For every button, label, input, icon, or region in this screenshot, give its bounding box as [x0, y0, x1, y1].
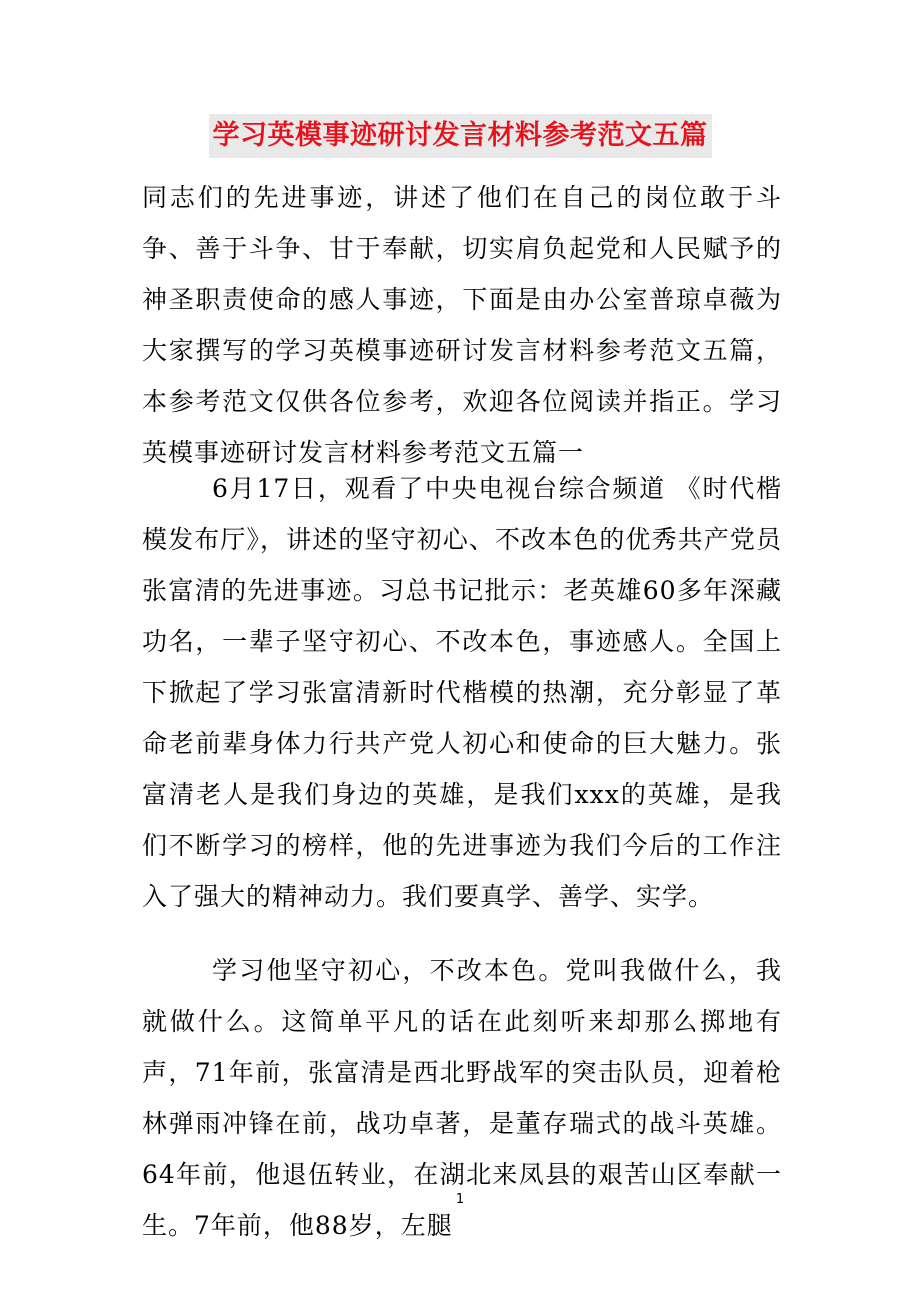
paragraph-intro: 同志们的先进事迹，讲述了他们在自己的岗位敢于斗争、善于斗争、甘于奉献，切实肩负起党和人民赋予的神圣职责使命的感人事迹，下面是由办公室普琼卓薇为大家撰写的学习英模事迹研讨发言材料参考范文五篇，本参考范文仅供各位参考，欢迎各位阅读并指正。学习英模事迹研讨发言材料参考范文五篇一: [142, 183, 782, 467]
page-number: 1: [455, 1192, 465, 1207]
document-title: 学习英模事迹研讨发言材料参考范文五篇: [209, 114, 712, 158]
paragraph-two: 学习他坚守初心，不改本色。党叫我做什么，我就做什么。这简单平凡的话在此刻听来却那么掷地有声，71年前，张富清是西北野战军的突击队员，迎着枪林弹雨冲锋在前，战功卓著，是董存瑞式的战斗英雄。64年前，他退伍转业，在湖北来凤县的艰苦山区奉献一生。7年前，他88岁，左腿: [142, 956, 782, 1240]
title-container: [0, 114, 920, 158]
paragraph-one: 6月17日，观看了中央电视台综合频道 《时代楷模发布厅》，讲述的坚守初心、不改本色的优秀共产党员张富清的先进事迹。习总书记批示：老英雄60多年深藏功名，一辈子坚守初心、不改本色，事迹感人。全国上下掀起了学习张富清新时代楷模的热潮，充分彰显了革命老前辈身体力行共产党人初心和使命的巨大魅力。张富清老人是我们身边的英雄，是我们xxx的英雄，是我们不断学习的榜样，他的先进事迹为我们今后的工作注入了强大的精神动力。我们要真学、善学、实学。: [142, 474, 782, 911]
